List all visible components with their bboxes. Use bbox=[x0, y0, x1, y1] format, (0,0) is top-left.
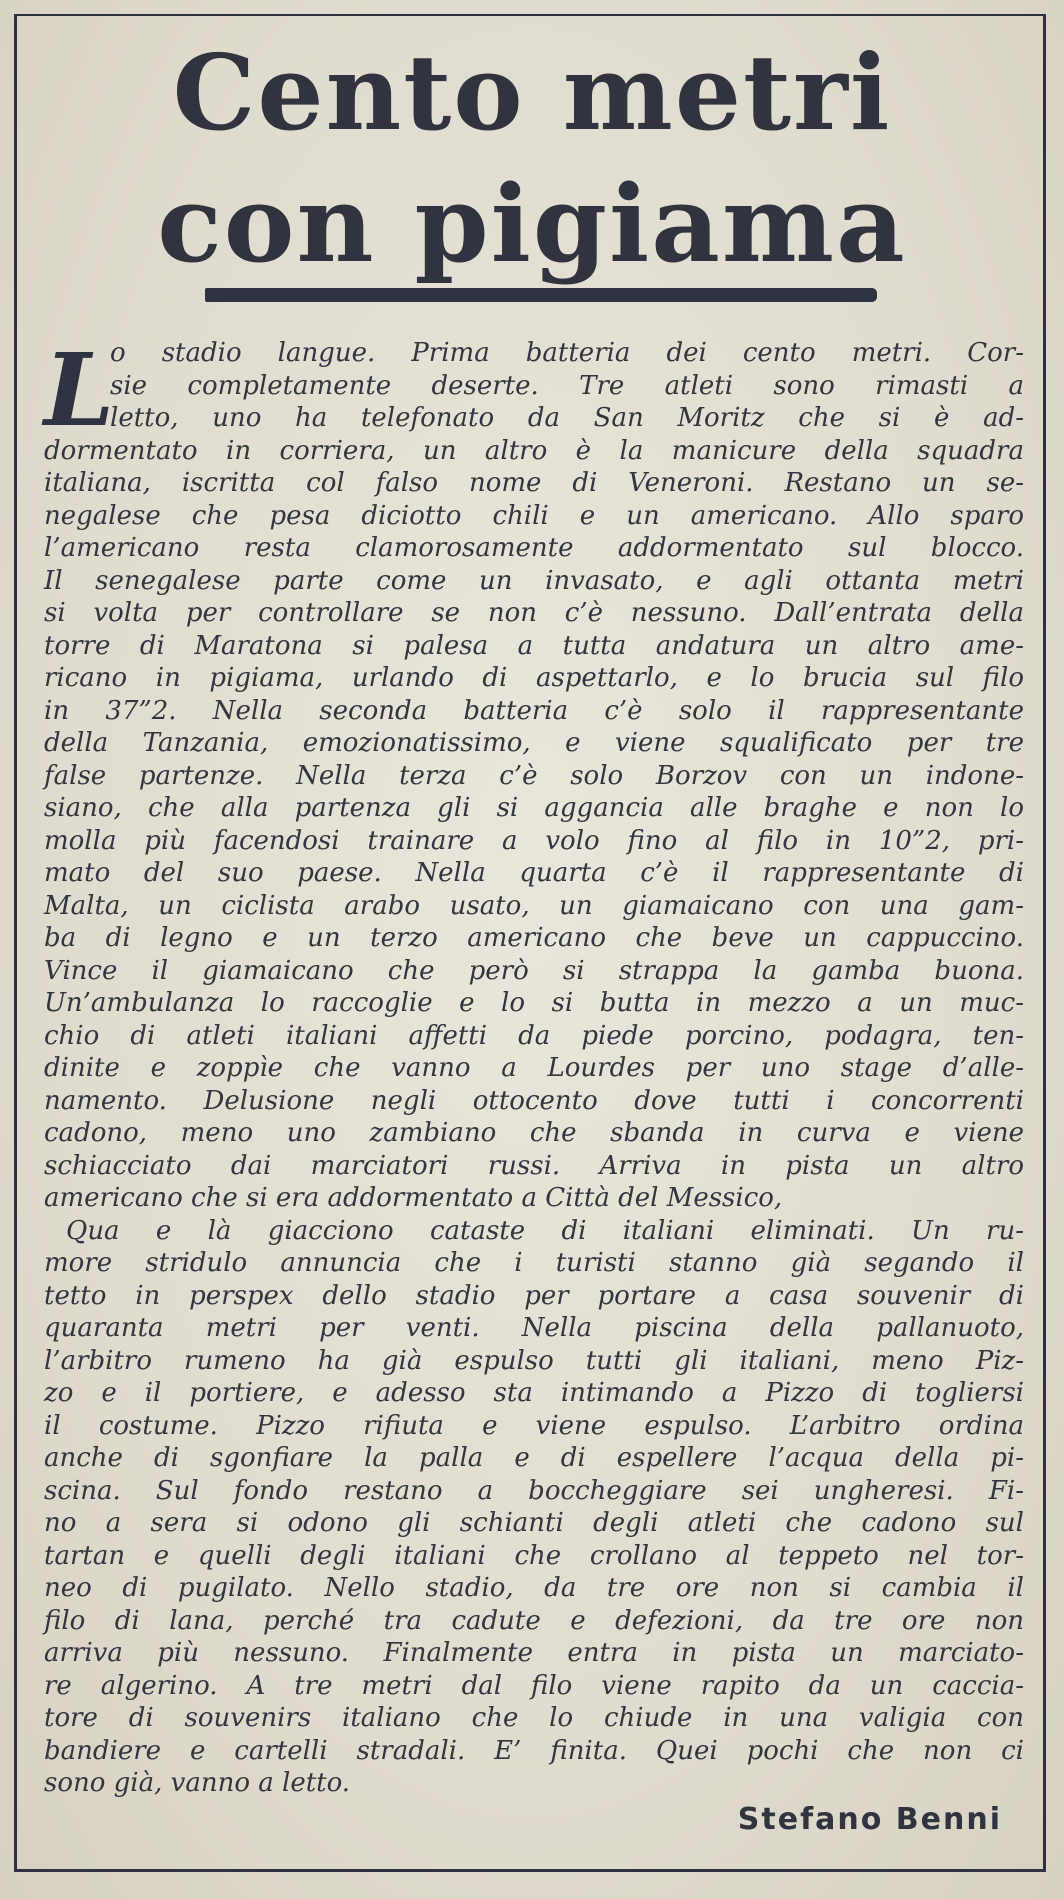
article-line: Un’ambulanza lo raccoglie e lo si butta in mezzo a un muc- bbox=[44, 988, 1024, 1018]
article-line: bandiere e cartelli stradali. E’ finita. Quei pochi che non ci bbox=[44, 1735, 1024, 1766]
article-line: sono già, vanno a letto. bbox=[44, 1768, 351, 1798]
article-line: Qua e là giacciono cataste di italiani eliminati. Un ru- bbox=[66, 1215, 1024, 1246]
article-line: dormentato in corriera, un altro è la manicure della squadra bbox=[44, 435, 1024, 466]
article-line: scina. Sul fondo restano a boccheggiare sei ungheresi. Fi- bbox=[44, 1475, 1024, 1506]
article-line: re algerino. A tre metri dal filo viene rapito da un caccia- bbox=[44, 1670, 1024, 1701]
article-line: anche di sgonfiare la palla e di espellere l’acqua della pi- bbox=[44, 1443, 1024, 1473]
headline-rule bbox=[205, 288, 877, 302]
article-line: negalese che pesa diciotto chili e un americano. Allo sparo bbox=[44, 500, 1024, 531]
article-line: false partenze. Nella terza c’è solo Borzov con un indone- bbox=[44, 760, 1024, 791]
article-line: molla più facendosi trainare a volo fino al filo in 10”2, pri- bbox=[44, 825, 1024, 856]
article-line: Vince il giamaicano che però si strappa la gamba buona. bbox=[44, 955, 1024, 986]
article-line: siano, che alla partenza gli si aggancia alle braghe e non lo bbox=[44, 793, 1024, 823]
article-line: della Tanzania, emozionatissimo, e viene squalificato per tre bbox=[44, 728, 1024, 758]
article-line: no a sera si odono gli schianti degli atleti che cadono sul bbox=[44, 1508, 1024, 1538]
article-line: ba di legno e un terzo americano che beve un cappuccino. bbox=[44, 923, 1024, 953]
article-line: filo di lana, perché tra cadute e defezioni, da tre ore non bbox=[44, 1605, 1024, 1636]
article-line: o stadio langue. Prima batteria dei cento metri. Cor- bbox=[110, 338, 1024, 368]
drop-cap: L bbox=[44, 331, 115, 449]
article-line: arriva più nessuno. Finalmente entra in pista un marciato- bbox=[44, 1638, 1024, 1668]
article-line: tetto in perspex dello stadio per portare a casa souvenir di bbox=[44, 1280, 1024, 1311]
article-line: italiana, iscritta col falso nome di Veneroni. Restano un se- bbox=[44, 468, 1024, 498]
article-line: zo e il portiere, e adesso sta intimando a Pizzo di togliersi bbox=[44, 1378, 1024, 1408]
article-body bbox=[44, 331, 1024, 1800]
article-line: more stridulo annuncia che i turisti stanno già segando il bbox=[44, 1248, 1024, 1278]
article-line: il costume. Pizzo rifiuta e viene espulso. L’arbitro ordina bbox=[44, 1410, 1024, 1441]
article-line: letto, uno ha telefonato da San Moritz che si è ad- bbox=[110, 403, 1024, 433]
article-line: dinite e zoppìe che vanno a Lourdes per uno stage d’alle- bbox=[44, 1053, 1024, 1083]
article-line: chio di atleti italiani affetti da piede porcino, podagra, ten- bbox=[44, 1020, 1024, 1051]
article-line: in 37”2. Nella seconda batteria c’è solo il rappresentante bbox=[44, 695, 1024, 726]
author-byline: Stefano Benni bbox=[737, 1802, 1002, 1837]
article-line: americano che si era addormentato a Città del Messico, bbox=[44, 1183, 783, 1213]
article-line: ricano in pigiama, urlando di aspettarlo, e lo brucia sul filo bbox=[44, 663, 1024, 693]
article-line: neo di pugilato. Nello stadio, da tre ore non si cambia il bbox=[44, 1573, 1024, 1603]
article-line: namento. Delusione negli ottocento dove tutti i concorrenti bbox=[44, 1085, 1024, 1116]
article-line: tartan e quelli degli italiani che crollano al teppeto nel tor- bbox=[44, 1540, 1024, 1571]
article-line: l’americano resta clamorosamente addormentato sul blocco. bbox=[44, 533, 1024, 563]
headline-line-1: Cento metri bbox=[172, 31, 892, 154]
article-line: tore di souvenirs italiano che lo chiude in una valigia con bbox=[44, 1703, 1024, 1733]
headline-line-2: con pigiama bbox=[157, 161, 907, 286]
article-line: torre di Maratona si palesa a tutta andatura un altro ame- bbox=[44, 630, 1024, 661]
article-line: quaranta metri per venti. Nella piscina della pallanuoto, bbox=[44, 1313, 1024, 1343]
article-line: schiacciato dai marciatori russi. Arriva in pista un altro bbox=[44, 1150, 1024, 1181]
article-line: sie completamente deserte. Tre atleti sono rimasti a bbox=[110, 370, 1024, 401]
article-line: mato del suo paese. Nella quarta c’è il rappresentante di bbox=[44, 858, 1024, 888]
article-line: si volta per controllare se non c’è nessuno. Dall’entrata della bbox=[44, 598, 1024, 628]
article-line: cadono, meno uno zambiano che sbanda in curva e viene bbox=[44, 1118, 1024, 1148]
article-line: Il senegalese parte come un invasato, e agli ottanta metri bbox=[44, 565, 1024, 596]
article-line: Malta, un ciclista arabo usato, un giamaicano con una gam- bbox=[44, 890, 1024, 921]
article-line: l’arbitro rumeno ha già espulso tutti gli italiani, meno Piz- bbox=[44, 1345, 1024, 1376]
